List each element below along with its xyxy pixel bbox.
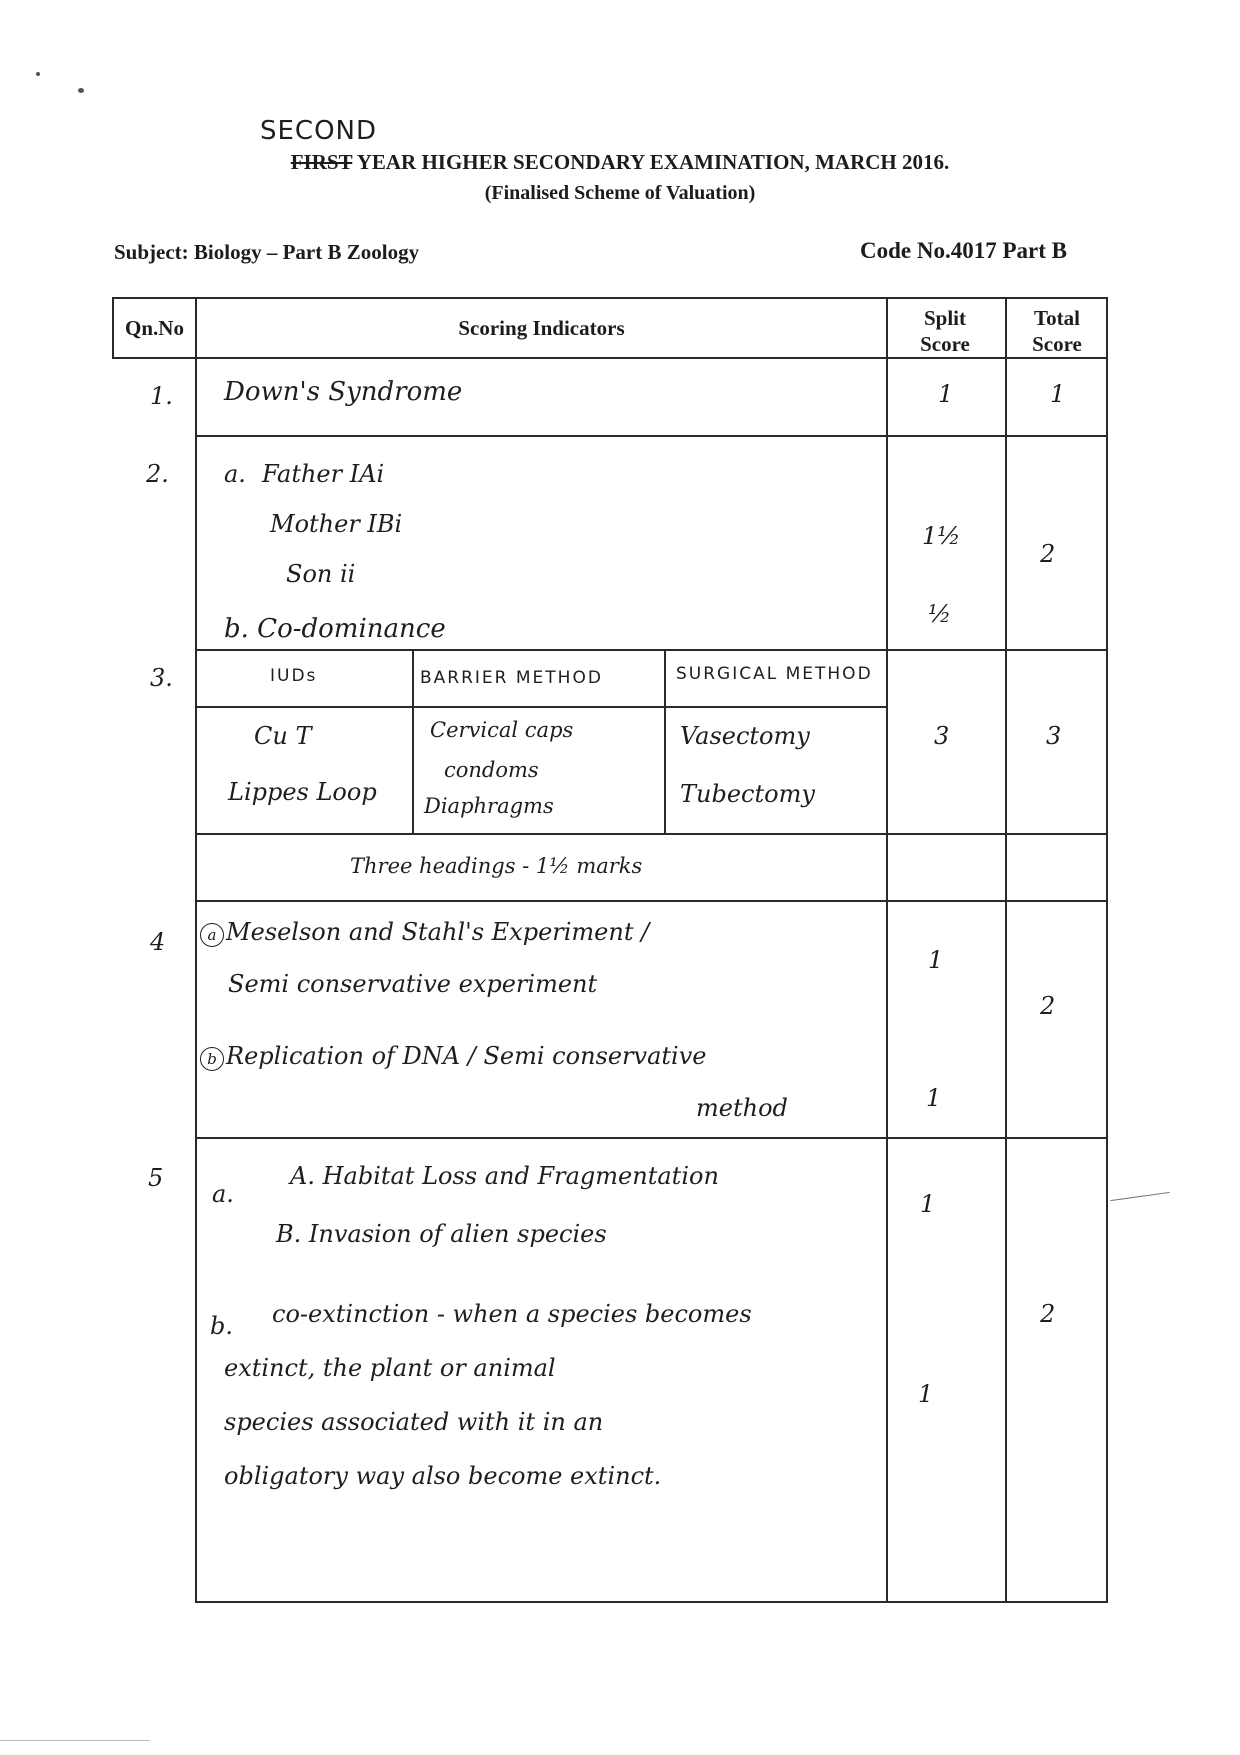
q4-b-line1 [200, 1042, 706, 1071]
q3-surgical-item: Vasectomy [680, 722, 810, 750]
q3-split-score: 3 [934, 722, 950, 750]
handwritten-correction: SECOND [260, 116, 378, 146]
q5-split-a: 1 [920, 1190, 936, 1218]
total-score-header: Total Score [1032, 306, 1082, 356]
q5-b-label: b. [210, 1312, 233, 1340]
q4-total-score: 2 [1040, 992, 1056, 1020]
q4-number: 4 [150, 928, 166, 956]
part-a-marker: a [200, 923, 224, 947]
q3-barrier-heading: BARRIER METHOD [420, 668, 603, 688]
q3-iud-item: Cu T [254, 722, 312, 750]
qn-column-divider [195, 297, 197, 1603]
q2-a-label: a. [224, 460, 246, 488]
q3-total-score: 3 [1046, 722, 1062, 750]
q5-a-line2: B. Invasion of alien species [276, 1220, 607, 1248]
q1-split-score: 1 [938, 380, 954, 408]
row-divider [195, 435, 1108, 437]
part-b-marker: b [200, 1047, 224, 1071]
q4-b-line2: method [696, 1094, 788, 1122]
q2-number: 2. [146, 460, 169, 488]
stray-pen-mark [1110, 1192, 1170, 1201]
q2-b-answer: b. Co-dominance [224, 614, 446, 644]
q2-split-b: ½ [928, 600, 952, 628]
q5-b-line2: extinct, the plant or animal [224, 1354, 556, 1382]
q2-father-genotype: Father IAi [262, 460, 385, 488]
q2-total-score: 2 [1040, 540, 1056, 568]
q4-a-text: Meselson and Stahl's Experiment / [226, 918, 650, 946]
q3-inner-divider [195, 706, 886, 708]
row-divider [195, 833, 1108, 835]
q1-number: 1. [150, 382, 173, 410]
exam-title [0, 150, 1240, 175]
q5-split-b: 1 [918, 1380, 934, 1408]
scoring-indicators-header: Scoring Indicators [458, 316, 625, 340]
split-score-header: Split Score [920, 306, 970, 356]
q1-answer: Down's Syndrome [224, 377, 463, 407]
q4-split-b: 1 [926, 1084, 942, 1112]
q3-inner-divider [412, 649, 414, 833]
q4-a-line1 [200, 918, 649, 947]
qn-no-header: Qn.No [125, 316, 184, 340]
exam-title-text: YEAR HIGHER SECONDARY EXAMINATION, MARCH 2016. [356, 150, 950, 174]
split-column-divider [886, 297, 888, 1603]
q4-a-line2: Semi conservative experiment [228, 970, 598, 998]
q3-iud-heading: IUDs [270, 666, 318, 686]
row-divider [195, 1137, 1108, 1139]
q3-surgical-heading: SURGICAL METHOD [676, 664, 873, 684]
q3-number: 3. [150, 664, 173, 692]
q2-mother-genotype: Mother IBi [270, 510, 403, 538]
row-divider [195, 649, 1108, 651]
struck-word: FIRST [290, 150, 353, 174]
q3-barrier-item: Cervical caps [430, 718, 574, 742]
scheme-title: (Finalised Scheme of Valuation) [484, 182, 756, 204]
q2-split-a: 1½ [922, 522, 961, 550]
q3-inner-divider [664, 649, 666, 833]
q3-heading-note: Three headings - 1½ marks [350, 854, 643, 878]
row-divider [195, 900, 1108, 902]
q3-iud-item: Lippes Loop [228, 778, 377, 806]
q5-total-score: 2 [1040, 1300, 1056, 1328]
q5-a-label: a. [212, 1180, 234, 1208]
q5-b-line1: co-extinction - when a species becomes [272, 1300, 752, 1328]
q3-surgical-item: Tubectomy [680, 780, 815, 808]
q4-b-text: Replication of DNA / Semi conservative [226, 1042, 707, 1070]
q5-number: 5 [148, 1164, 164, 1192]
q5-b-line4: obligatory way also become extinct. [224, 1462, 662, 1490]
q1-total-score: 1 [1050, 380, 1066, 408]
q4-split-a: 1 [928, 946, 944, 974]
table-border-bottom [195, 1601, 1108, 1603]
q2-son-genotype: Son ii [286, 560, 356, 588]
subject-label: Subject: Biology – Part B Zoology [114, 240, 420, 264]
page-edge-line [0, 1740, 150, 1741]
total-column-divider [1005, 297, 1007, 1603]
q5-b-line3: species associated with it in an [224, 1408, 604, 1436]
q5-a-line1: A. Habitat Loss and Fragmentation [290, 1162, 719, 1190]
code-number: Code No.4017 Part B [860, 238, 1067, 263]
table-border-top [112, 297, 1108, 299]
q3-barrier-item: condoms [444, 758, 539, 782]
q3-barrier-item: Diaphragms [424, 794, 554, 818]
scan-speck [36, 72, 40, 76]
header-divider [112, 357, 1108, 359]
table-border-right [1106, 297, 1108, 1603]
scan-speck [78, 88, 84, 93]
